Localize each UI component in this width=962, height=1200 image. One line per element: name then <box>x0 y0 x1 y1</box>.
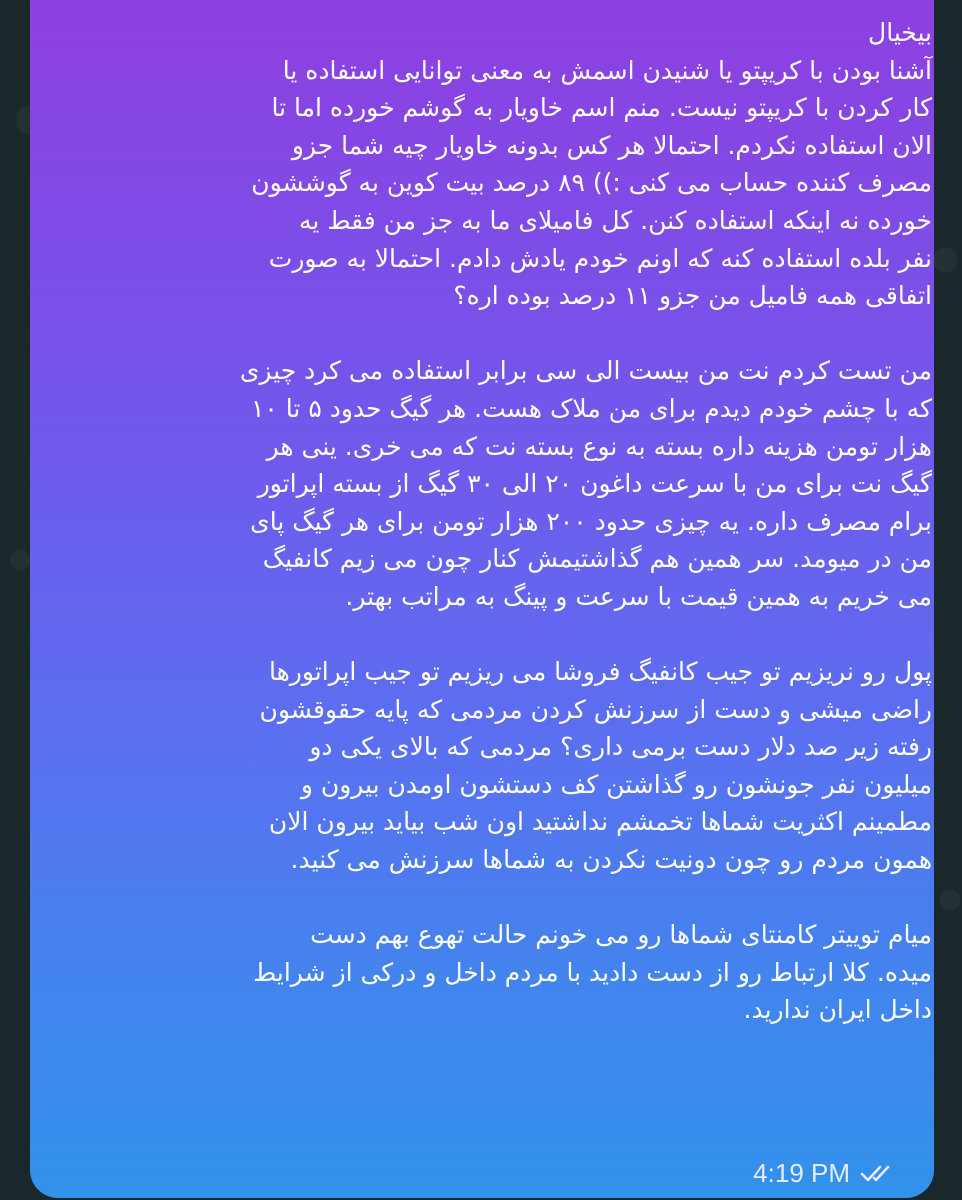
paragraph-gap <box>62 315 932 353</box>
message-line: بیخیال <box>868 18 932 47</box>
message-text <box>62 14 932 1029</box>
message-line: مطمینم اکثریت شماها تخمشم نداشتید اون شب بیاید بیرون الان <box>268 807 932 837</box>
message-line: راضی میشی و دست از سرزنش کردن مردمی که پایه حقوقشون <box>259 694 932 724</box>
message-line: هزار تومن هزینه داره بسته به نوع بسته نت که می خری. ینی هر <box>266 431 932 461</box>
message-meta <box>753 1156 896 1190</box>
message-line: میده. کلا ارتباط رو از دست دادید با مردم داخل و درکی از شرایط <box>253 957 932 987</box>
paragraph-gap <box>62 616 932 654</box>
message-line: کار کردن با کریپتو نیست. منم اسم خاویار به گوشم خورده اما تا <box>271 93 932 123</box>
message-line: می خریم به همین قیمت با سرعت و پینگ به مراتب بهتر. <box>345 581 932 611</box>
double-check-icon <box>860 1161 896 1185</box>
message-line: اتفاقی همه فامیل من جزو ۱۱ درصد بوده اره؟ <box>453 281 932 311</box>
message-line: مصرف کننده حساب می کنی :)) ۸۹ درصد بیت کوین به گوششون <box>251 168 932 198</box>
message-line: که با چشم خودم دیدم برای من ملاک هست. هر گیگ حدود ۵ تا ۱۰ <box>250 393 932 423</box>
paragraph-gap <box>62 879 932 917</box>
message-time: 4:19 PM <box>753 1158 850 1188</box>
message-line: داخل ایران ندارید. <box>743 995 932 1025</box>
message-line: آشنا بودن با کریپتو یا شنیدن اسمش به معنی توانایی استفاده یا <box>282 55 932 85</box>
message-line: پول رو نریزیم تو جیب کانفیگ فروشا می ریزیم تو جیب اپراتورها <box>268 657 932 687</box>
message-line: من تست کردم نت من بیست الی سی برابر استفاده می کرد چیزی <box>239 356 932 386</box>
message-line: نفر بلده استفاده کنه که اونم خودم یادش دادم. احتمالا به صورت <box>268 243 932 273</box>
message-line: میام توییتر کامنتای شماها رو می خونم حالت تهوع بهم دست <box>310 920 932 950</box>
message-line: من در میومد. سر همین هم گذاشتیمش کنار چون می زیم کانفیگ <box>262 544 932 574</box>
message-line: برام مصرف داره. یه چیزی حدود ۲۰۰ هزار تومن برای هر گیگ پای <box>250 506 932 536</box>
message-line: میلیون نفر جونشون رو گذاشتن کف دستشون اومدن بیرون و <box>300 769 932 799</box>
message-line: الان استفاده نکردم. احتمالا هر کس بدونه خاویار چیه شما جزو <box>291 130 932 160</box>
message-line: خورده نه اینکه استفاده کنن. کل فامیلای ما به جز من فقط یه <box>299 205 932 235</box>
message-line: همون مردم رو چون دونیت نکردن به شماها سرزنش می کنید. <box>290 845 932 875</box>
message-line: گیگ نت برای من با سرعت داغون ۲۰ الی ۳۰ گیگ از بسته اپراتور <box>257 469 932 499</box>
message-bubble[interactable] <box>30 0 934 1198</box>
message-line: رفته زیر صد دلار دست برمی داری؟ مردمی که بالای یکی دو <box>309 732 932 762</box>
